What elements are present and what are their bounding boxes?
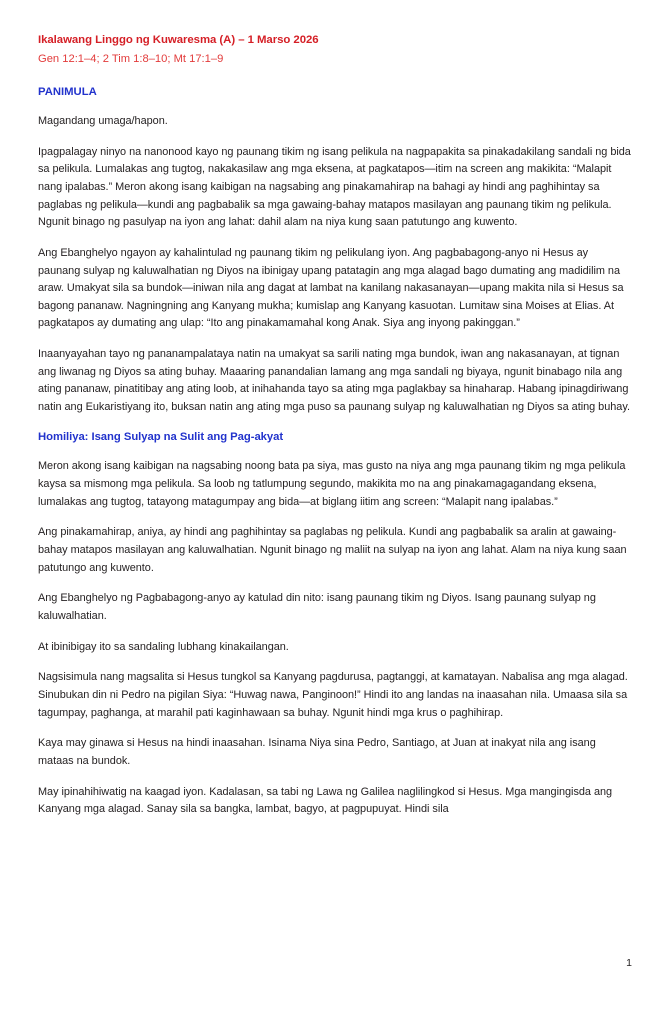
scripture-readings: Gen 12:1–4; 2 Tim 1:8–10; Mt 17:1–9 [38, 53, 224, 66]
paragraph: Ang Ebanghelyo ng Pagbabagong-anyo ay katulad din nito: isang paunang tikim ng Diyos. Isang paunang sulyap ng kaluwalhatian. [38, 592, 596, 623]
paragraph: At ibinibigay ito sa sandaling lubhang kinakailangan. [38, 640, 289, 653]
paragraph: Ang Ebanghelyo ngayon ay kahalintulad ng paunang tikim ng pelikulang iyon. Ang pagbabagong-anyo ni Hesus ay paunang sulyap ng kaluwalhatian ng Diyos na ibinigay upang patatagin ang mga alagad bago dumating ang madidilim na araw. Umakyat sila sa bundok—iniwan nila ang dagat at lambat na kanilang nakasanayan—upang makita nila si Hesus sa bagong pananaw. Nagningning ang Kanyang mukha; kumislap ang Kanyang kasuotan. Lumitaw sina Moises at Elias. At pagkatapos ay dumating ang ulap: “Ito ang pinakamamahal kong Anak. Siya ang inyong pakinggan.” [38, 246, 624, 330]
paragraph: Inaanyayahan tayo ng pananampalataya natin na umakyat sa sarili nating mga bundok, iwan ang nakasanayan, at tignan ang liwanag ng Diyos sa ating buhay. Maaaring panandalian lamang ang mga sandali ng biyaya, ngunit binabago nila ang ating pananaw, pinatitibay ang ating loob, at inihahanda tayo sa ating mga paglakbay sa hinaharap. Habang ipinagdiriwang natin ang Eukaristiyang ito, buksan natin ang ating mga puso sa paunang sulyap ng kaluwalhatian ng Diyos sa ating buhay. [38, 348, 630, 414]
section-heading-panimula: PANIMULA [38, 86, 97, 99]
paragraph: Ang pinakamahirap, aniya, ay hindi ang paghihintay sa paglabas ng pelikula. Kundi ang pagbabalik sa aralin at gawaing-bahay matapos masilayan ang kaluwalhatian. Ngunit binago ng maliit na sulyap na iyon ang lahat. Alam na niya kung saan patutungo ang kuwento. [38, 526, 627, 574]
paragraph: Nagsisimula nang magsalita si Hesus tungkol sa Kanyang pagdurusa, pagtanggi, at kamatayan. Nabalisa ang mga alagad. Sinubukan din ni Pedro na pigilan Siya: “Huwag nawa, Panginoon!” Hindi ito ang landas na inaasahan nila. Umaasa sila sa tagumpay, paghanga, at marahil pati kaginhawaan sa buhay. Ngunit hindi mga krus o paghihirap. [38, 671, 628, 719]
page-number: 1 [626, 956, 632, 969]
paragraph: May ipinahihiwatig na kaagad iyon. Kadalasan, sa tabi ng Lawa ng Galilea naglilingkod si Hesus. Mga mangingisda ang Kanyang mga alagad. Sanay sila sa bangka, lambat, bagyo, at pagpupuyat. Hindi sila [38, 785, 613, 816]
paragraph: Ipagpalagay ninyo na nanonood kayo ng paunang tikim ng isang pelikula na nagpapakita sa pinakadakilang sandali ng bida sa pelikula. Lumalakas ang tugtog, nakakasilaw ang mga eksena, at pagkatapos—itim na screen ang makikita: “Malapit nang ipalabas.” Meron akong isang kaibigan na nagsabing ang pinakamahirap na bahagi ay hindi ang paghihintay sa paglabas ng pelikula—kundi ang pagbabalik sa mga gawaing-bahay matapos masilayan ang paunang tikim ng pelikula. Ngunit binago ng pasulyap na iyon ang lahat: dahil alam na niya kung saan patutungo ang kuwento. [38, 145, 631, 229]
paragraph: Magandang umaga/hapon. [38, 114, 168, 127]
document-content [38, 33, 632, 819]
paragraph: Kaya may ginawa si Hesus na hindi inaasahan. Isinama Niya sina Pedro, Santiago, at Juan at inakyat nila ang isang mataas na bundok. [38, 737, 596, 767]
section-heading-homiliya: Homiliya: Isang Sulyap na Sulit ang Pag-akyat [38, 430, 284, 443]
document-title: Ikalawang Linggo ng Kuwaresma (A) – 1 Marso 2026 [38, 34, 319, 46]
paragraph: Meron akong isang kaibigan na nagsabing noong bata pa siya, mas gusto na niya ang mga paunang tikim ng mga pelikula kaysa sa mismong mga pelikula. Sa loob ng tatlumpung segundo, makikita mo na ang pinakamagagandang eksena, lumalakas ang tugtog, tatayong matagumpay ang bida—at biglang iitim ang screen: “Malapit nang ipalabas.” [38, 460, 626, 508]
